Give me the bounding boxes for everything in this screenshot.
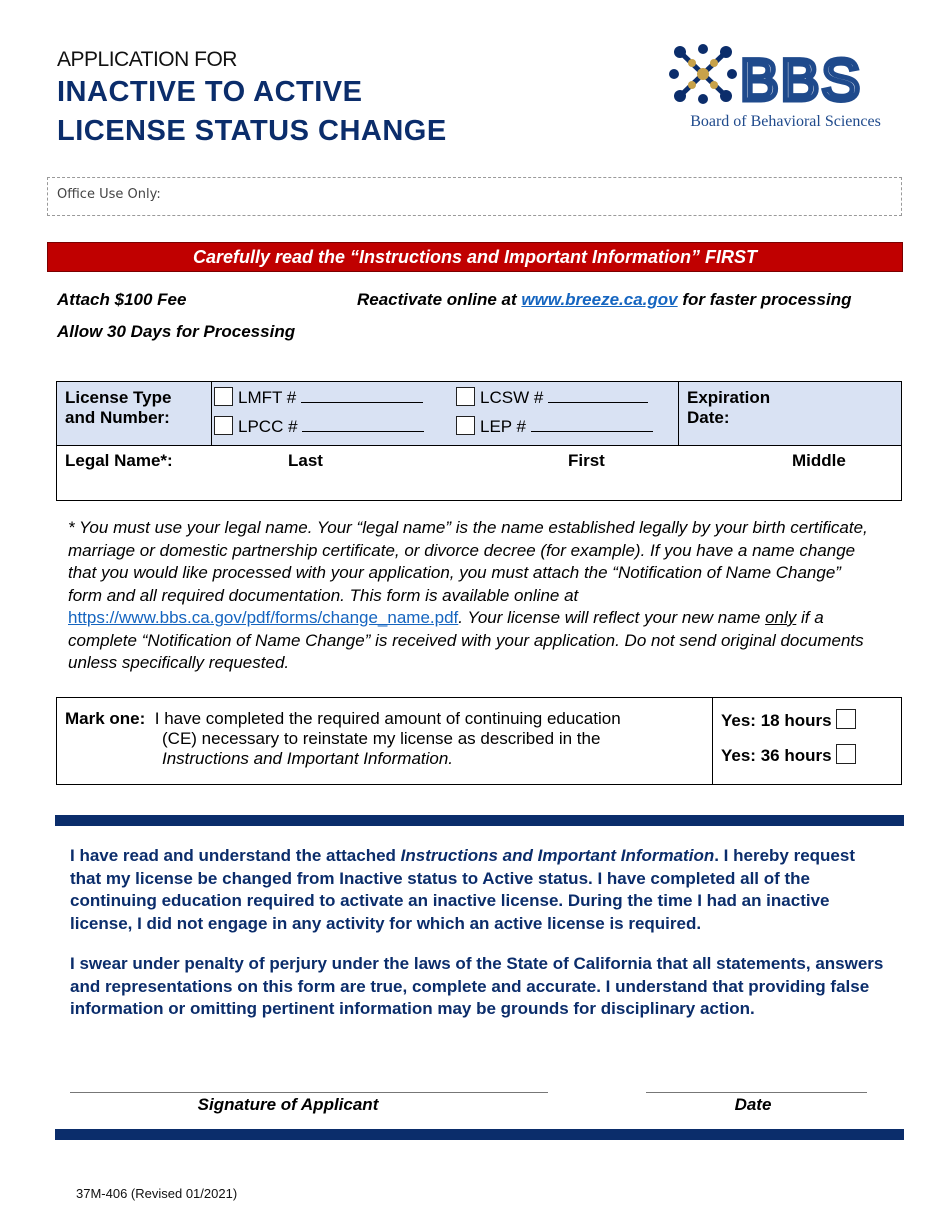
- lpcc-checkbox[interactable]: [214, 416, 233, 435]
- ce-mark-one-box: [56, 697, 902, 785]
- bbs-molecule-icon: [669, 44, 737, 104]
- note-text-3: if a complete “Notification of Name Change” is received with your application. Do not send original documents unless specifically requested.: [68, 608, 864, 672]
- ce-36-hours-checkbox[interactable]: [836, 744, 856, 764]
- expiration-date-field[interactable]: Expiration Date:: [679, 382, 902, 446]
- lmft-checkbox[interactable]: [214, 387, 233, 406]
- license-options-right: [456, 382, 679, 446]
- legal-name-note: [68, 517, 868, 675]
- office-use-label: Office Use Only:: [57, 187, 161, 202]
- board-name: Board of Behavioral Sciences: [690, 113, 881, 130]
- lcsw-checkbox[interactable]: [456, 387, 475, 406]
- change-name-link[interactable]: https://www.bbs.ca.gov/pdf/forms/change_name.pdf: [68, 608, 459, 627]
- ce-statement: Mark one: I have completed the required amount of continuing education (CE) necessary to reinstate my license as described in the Instructions and Important Information.: [65, 709, 621, 768]
- middle-name-label: Middle: [792, 451, 846, 470]
- form-id: 37M-406 (Revised 01/2021): [76, 1186, 238, 1201]
- online-note-pre: Reactivate online at: [357, 290, 517, 309]
- mark-one-label: Mark one:: [65, 709, 146, 728]
- instructions-banner: Carefully read the “Instructions and Important Information” FIRST: [47, 242, 903, 272]
- license-type-label: License Type and Number:: [57, 382, 212, 446]
- application-for-label: APPLICATION FOR: [57, 48, 237, 71]
- lpcc-number-field[interactable]: [302, 431, 424, 432]
- lep-option[interactable]: LEP #: [456, 416, 678, 437]
- legal-name-label: Legal Name*:: [65, 451, 173, 470]
- lmft-option[interactable]: LMFT #: [212, 387, 456, 408]
- ce-18-hours-option[interactable]: Yes: 18 hours: [721, 709, 861, 731]
- bottom-divider-bar: [55, 1129, 904, 1140]
- bbs-logo-text: BBS: [740, 48, 863, 113]
- license-table: [56, 381, 902, 501]
- note-text-1: * You must use your legal name. Your “legal name” is the name established legally by your birth certificate, marriage or domestic partnership certificate, or divorce decree (for example). If you have a name change that you would like processed with your application, you must attach the “Notification of Name Change” form and all required documentation. This form is available online at: [68, 518, 868, 605]
- signature-field[interactable]: [70, 1092, 548, 1093]
- form-title-line2: LICENSE STATUS CHANGE: [57, 115, 447, 147]
- online-note: [357, 290, 851, 310]
- signature-label: Signature of Applicant: [197, 1095, 379, 1114]
- license-options-left: [212, 382, 457, 446]
- first-name-label: First: [568, 451, 605, 470]
- lcsw-number-field[interactable]: [548, 402, 648, 403]
- legal-name-row[interactable]: [57, 446, 902, 501]
- lcsw-option[interactable]: LCSW #: [456, 387, 678, 408]
- declaration-paragraph-1: I have read and understand the attached Instructions and Important Information. I hereby request that my license be changed from Inactive status to Active status. I have completed all of the continuing education required to activate an inactive license. During the time I had an inactive license, I did not engage in any activity for which an active license is required.: [70, 846, 855, 933]
- declaration-paragraph-2: I swear under penalty of perjury under the laws of the State of California that all statements, answers and representations on this form are true, complete and accurate. I understand that providing false information or omitting pertinent information may be grounds for disciplinary action.: [70, 954, 884, 1018]
- note-text-2: . Your license will reflect your new name: [458, 608, 761, 627]
- note-only: only: [765, 608, 797, 627]
- form-title-line1: INACTIVE TO ACTIVE: [57, 76, 363, 108]
- lpcc-option[interactable]: LPCC #: [212, 416, 456, 437]
- ce-36-hours-option[interactable]: Yes: 36 hours: [721, 744, 861, 766]
- lep-number-field[interactable]: [531, 431, 653, 432]
- date-label: Date: [734, 1095, 772, 1114]
- lep-checkbox[interactable]: [456, 416, 475, 435]
- date-field[interactable]: [646, 1092, 867, 1093]
- fee-note: Attach $100 Fee: [57, 290, 187, 309]
- processing-note: Allow 30 Days for Processing: [57, 322, 296, 341]
- breeze-link[interactable]: www.breeze.ca.gov: [521, 290, 678, 309]
- office-use-box: [47, 177, 902, 216]
- online-note-post: for faster processing: [682, 290, 852, 309]
- top-divider-bar: [55, 815, 904, 826]
- ce-18-hours-checkbox[interactable]: [836, 709, 856, 729]
- lmft-number-field[interactable]: [301, 402, 423, 403]
- last-name-label: Last: [288, 451, 323, 470]
